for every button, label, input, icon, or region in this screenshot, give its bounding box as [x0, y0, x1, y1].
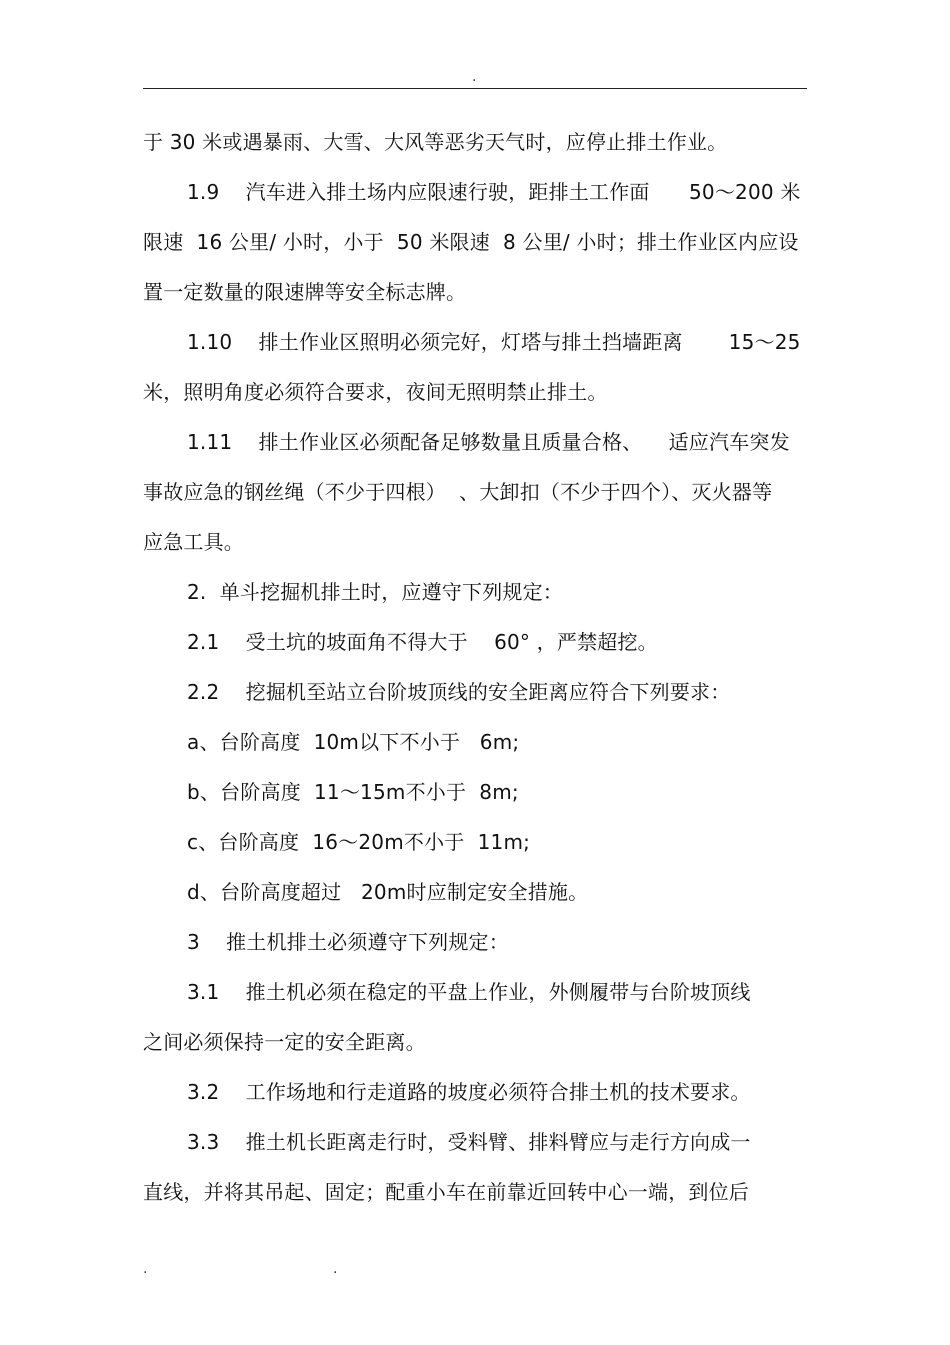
text-line: b、台阶高度 11～15m不小于 8m; — [187, 780, 519, 804]
footer-mark-right: . — [333, 1261, 338, 1277]
text-line: 2.1 受土坑的坡面角不得大于 60° ，严禁超挖。 — [187, 630, 658, 654]
text-line: 3.1 推土机必须在稳定的平盘上作业，外侧履带与台阶坡顶线 — [187, 980, 751, 1004]
text-line: 直线，并将其吊起、固定；配重小车在前靠近回转中心一端，到位后 — [143, 1180, 749, 1204]
text-line: 3 推土机排土必须遵守下列规定： — [187, 930, 509, 954]
document-body — [143, 117, 823, 1217]
footer-mark-left: . — [143, 1261, 148, 1277]
text-line: a、台阶高度 10m以下不小于 6m; — [187, 730, 520, 754]
text-line: 置一定数量的限速牌等安全标志牌。 — [143, 280, 467, 304]
text-line: 1.9 汽车进入排土场内应限速行驶，距排土工作面 50～200 米 — [187, 180, 801, 204]
header-rule — [143, 88, 807, 89]
text-line: 1.11 排土作业区必须配备足够数量且质量合格、 适应汽车突发 — [187, 430, 790, 454]
text-line: d、台阶高度超过 20m时应制定安全措施。 — [187, 880, 589, 904]
text-line: 1.10 排土作业区照明必须完好，灯塔与排土挡墙距离 15～25 — [187, 330, 801, 354]
text-line: c、台阶高度 16～20m不小于 11m; — [187, 830, 531, 854]
text-line: 限速 16 公里/ 小时，小于 50 米限速 8 公里/ 小时；排土作业区内应设 — [143, 230, 799, 254]
text-line: 3.3 推土机长距离走行时，受料臂、排料臂应与走行方向成一 — [187, 1130, 751, 1154]
text-line: 事故应急的钢丝绳（不少于四根） 、大卸扣（不少于四个）、灭火器等 — [143, 480, 773, 504]
text-line: 应急工具。 — [143, 530, 244, 554]
text-line: 2.2 挖掘机至站立台阶坡顶线的安全距离应符合下列要求： — [187, 680, 731, 704]
text-line: 2. 单斗挖掘机排土时，应遵守下列规定： — [187, 580, 563, 604]
text-line: 于 30 米或遇暴雨、大雪、大风等恶劣天气时，应停止排土作业。 — [143, 130, 728, 154]
text-line: 3.2 工作场地和行走道路的坡度必须符合排土机的技术要求。 — [187, 1080, 751, 1104]
text-line: 之间必须保持一定的安全距离。 — [143, 1030, 426, 1054]
header-mark: . — [472, 69, 477, 85]
text-line: 米，照明角度必须符合要求，夜间无照明禁止排土。 — [143, 380, 608, 404]
